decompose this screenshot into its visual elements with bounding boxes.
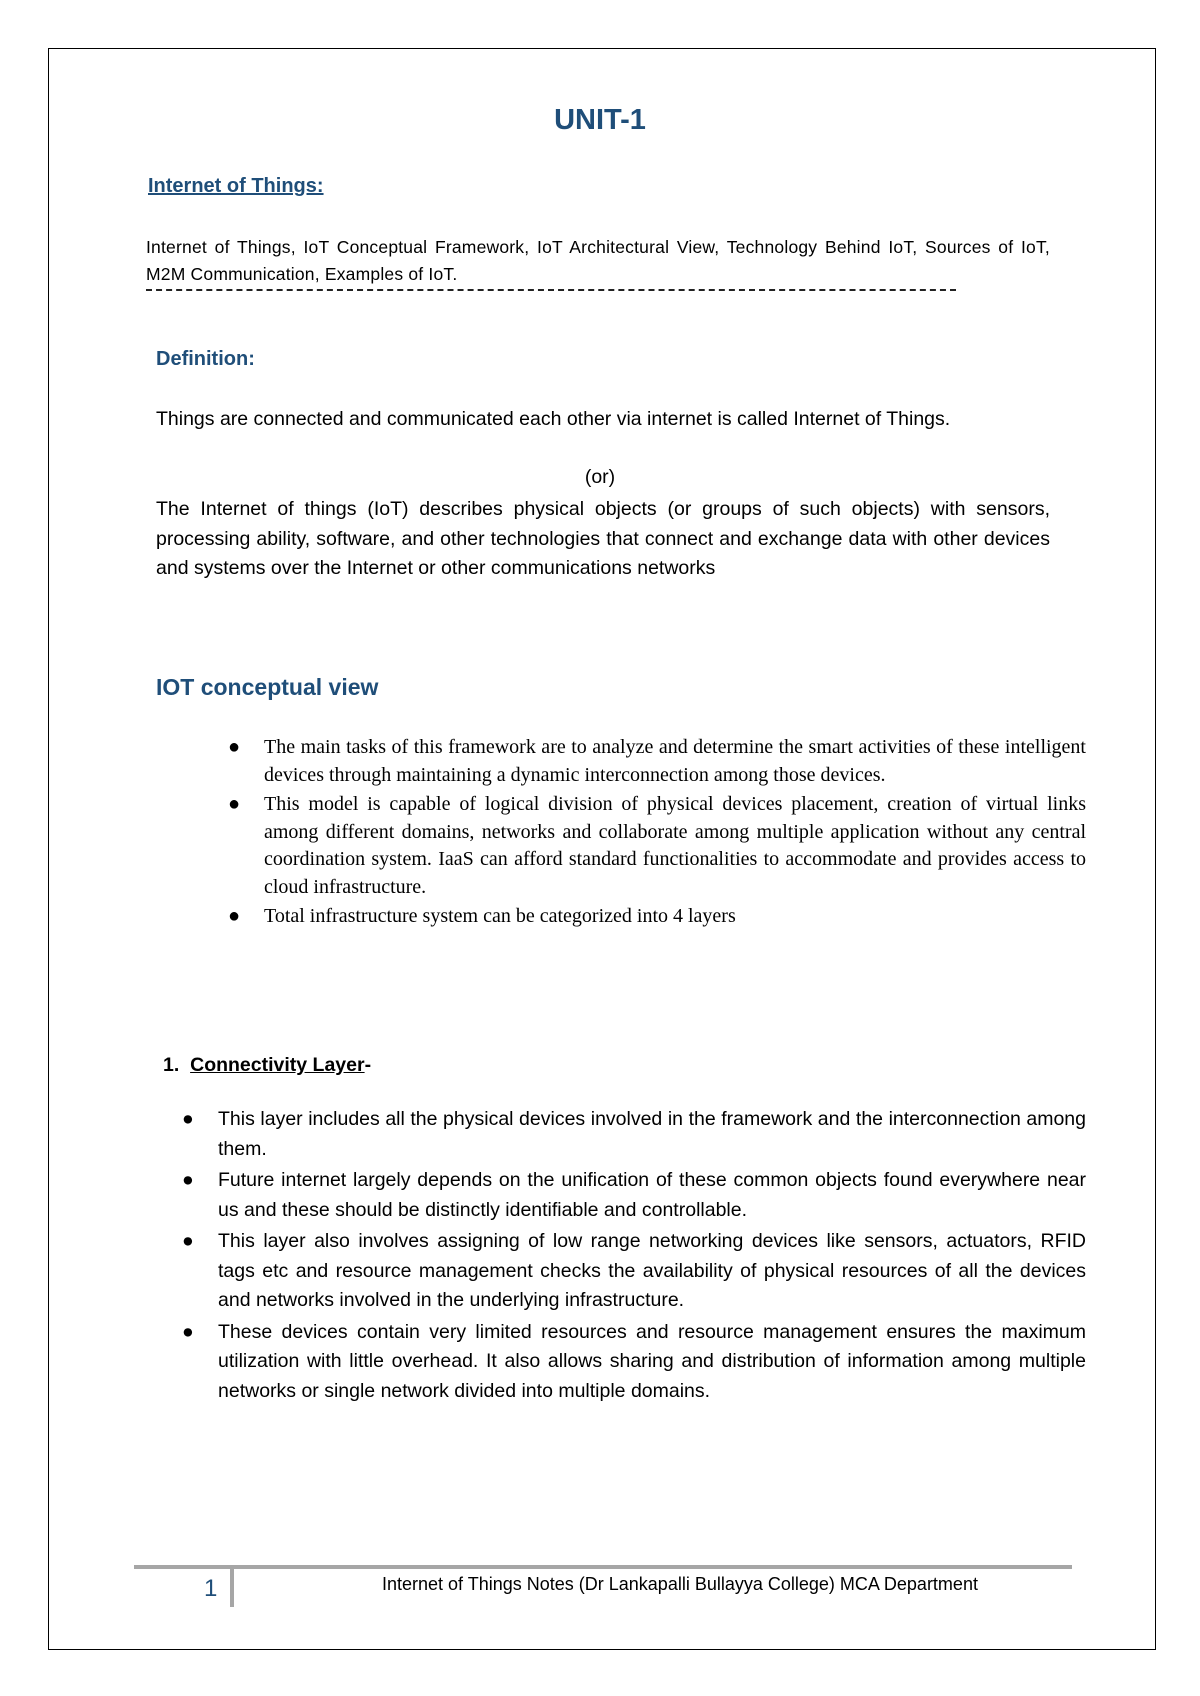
list-item: ● The main tasks of this framework are to analyze and determine the smart activities of these intelligent devices through maintaining a dynamic interconnection among those devices. <box>228 736 1086 786</box>
connectivity-layer-heading: 1. Connectivity Layer- <box>163 1054 372 1076</box>
bullet-icon: ● <box>228 736 241 758</box>
conceptual-view-list <box>228 734 1086 933</box>
list-item: ● This layer includes all the physical devices involved in the framework and the interconnection among them. <box>218 1105 1086 1164</box>
bullet-icon: ● <box>182 1320 194 1343</box>
list-item: ● This model is capable of logical division of physical devices placement, creation of virtual links among different domains, networks and collaborate among multiple application without any central coordination system. IaaS can afford standard functionalities to accommodate and provides access to cloud infrastructure. <box>228 793 1086 898</box>
connectivity-layer-list <box>182 1105 1086 1408</box>
list-item: ● This layer also involves assigning of low range networking devices like sensors, actuators, RFID tags etc and resource management checks the availability of physical resources of all the devices and networks involved in the underlying infrastructure. <box>218 1227 1086 1316</box>
bullet-icon: ● <box>228 793 241 815</box>
list-item: ● Total infrastructure system can be categorized into 4 layers <box>264 903 1086 931</box>
dashed-divider <box>146 289 956 291</box>
footer-text: Internet of Things Notes (Dr Lankapalli Bullayya College) MCA Department <box>382 1574 978 1594</box>
bullet-icon: ● <box>228 905 241 927</box>
page-title: UNIT-1 <box>554 104 646 136</box>
footer-separator <box>230 1567 234 1607</box>
footer-rule <box>134 1565 1072 1569</box>
definition-text-2: The Internet of things (IoT) describes physical objects (or groups of such objects) with sensors, processing ability, software, and other technologies that connect and exchange data with other devices and systems over the Internet or other communications networks <box>156 498 1050 579</box>
topics-list: Internet of Things, IoT Conceptual Framework, IoT Architectural View, Technology Behind IoT, Sources of IoT, M2M Communication, Examples of IoT. <box>146 237 1050 284</box>
intro-heading: Internet of Things: <box>148 175 324 197</box>
list-item: ● These devices contain very limited resources and resource management ensures the maximum utilization with little overhead. It also allows sharing and distribution of information among multiple networks or single network divided into multiple domains. <box>218 1318 1086 1407</box>
definition-text-1: Things are connected and communicated each other via internet is called Internet of Things. <box>156 408 951 430</box>
conceptual-view-heading: IOT conceptual view <box>156 674 379 700</box>
definition-heading: Definition: <box>156 348 255 370</box>
definition-or: (or) <box>584 466 616 488</box>
list-item: ● Future internet largely depends on the unification of these common objects found everywhere near us and these should be distinctly identifiable and controllable. <box>218 1166 1086 1225</box>
bullet-icon: ● <box>182 1108 194 1130</box>
bullet-icon: ● <box>182 1230 194 1252</box>
bullet-icon: ● <box>182 1169 194 1191</box>
page-number: 1 <box>204 1575 218 1602</box>
